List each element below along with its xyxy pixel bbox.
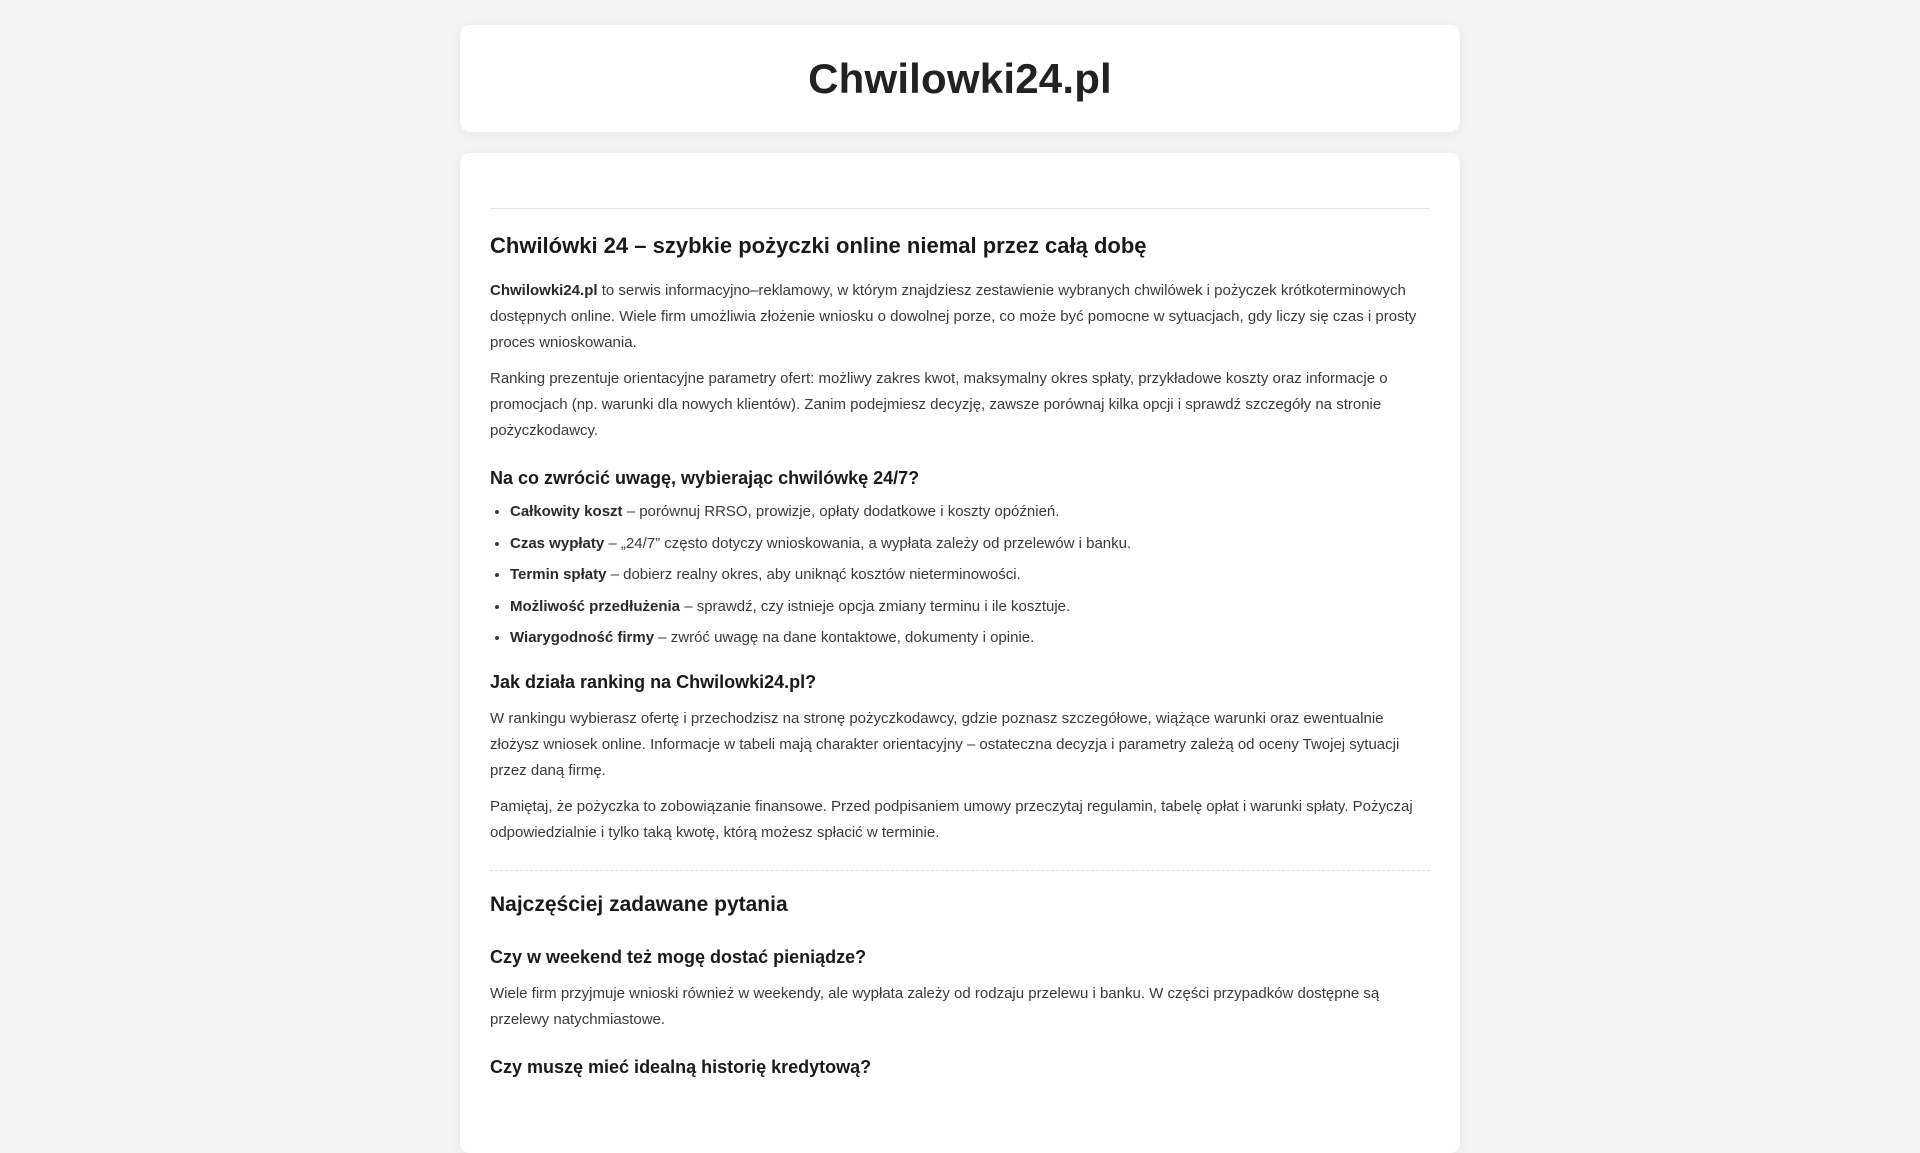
faq-question: Czy muszę mieć idealną historię kredytową? <box>490 1057 872 1077</box>
dashed-divider <box>490 870 1430 871</box>
ranking-paragraph-1: W rankingu wybierasz ofertę i przechodzisz na stronę pożyczkodawcy, gdzie poznasz szczegółowe, wiążące warunki oraz ewentualnie złożysz wniosek online. Informacje w tabeli mają charakter orientacyjny – ostateczna decyzja i parametry zależą od oceny Twojej sytuacji przez daną firmę. <box>490 710 1400 779</box>
list-item <box>510 502 1430 522</box>
brand-name: Chwilowki24.pl <box>490 282 598 299</box>
tip-text: – zwróć uwagę na dane kontaktowe, dokumenty i opinie. <box>654 629 1035 646</box>
main-content <box>460 153 1460 1153</box>
faq-item <box>490 945 1430 1033</box>
tips-list <box>490 502 1430 648</box>
tip-text: – porównuj RRSO, prowizje, opłaty dodatkowe i koszty opóźnień. <box>622 503 1060 520</box>
intro-paragraph-1-text: to serwis informacyjno–reklamowy, w którym znajdziesz zestawienie wybranych chwilówek i pożyczek krótkoterminowych dostępnych online. Wiele firm umożliwia złożenie wniosku o dowolnej porze, co może być pomocne w sytuacjach, gdy liczy się czas i prosty proces wnioskowania. <box>490 282 1417 351</box>
tip-label: Możliwość przedłużenia <box>510 597 681 615</box>
top-spacer <box>490 153 1430 208</box>
ranking-heading: Jak działa ranking na Chwilowki24.pl? <box>490 672 817 692</box>
list-item <box>510 628 1430 648</box>
intro-heading: Chwilówki 24 – szybkie pożyczki online niemal przez całą dobę <box>490 233 1147 258</box>
list-item <box>510 565 1430 585</box>
tip-text: – dobierz realny okres, aby uniknąć kosztów nieterminowości. <box>606 566 1021 583</box>
faq-question: Czy w weekend też mogę dostać pieniądze? <box>490 947 867 967</box>
divider <box>490 208 1430 209</box>
tips-section <box>490 466 1430 648</box>
ranking-paragraph-2: Pamiętaj, że pożyczka to zobowiązanie finansowe. Przed podpisaniem umowy przeczytaj regulamin, tabelę opłat i warunki spłaty. Pożyczaj odpowiedzialnie i tylko taką kwotę, którą możesz spłacić w terminie. <box>490 798 1413 841</box>
site-title: Chwilowki24.pl <box>808 54 1112 102</box>
faq-answer: Wiele firm przyjmuje wnioski również w weekendy, ale wypłata zależy od rodzaju przelewu i banku. W części przypadków dostępne są przelewy natychmiastowe. <box>490 985 1380 1028</box>
faq-section <box>490 891 1430 1079</box>
intro-paragraph-2: Ranking prezentuje orientacyjne parametry ofert: możliwy zakres kwot, maksymalny okres spłaty, przykładowe koszty oraz informacje o promocjach (np. warunki dla nowych klientów). Zanim podejmiesz decyzję, zawsze porównaj kilka opcji i sprawdź szczegóły na stronie pożyczkodawcy. <box>490 370 1388 439</box>
intro-paragraph-1 <box>490 278 1430 356</box>
tip-label: Czas wypłaty <box>510 534 605 552</box>
tip-label: Termin spłaty <box>510 566 607 583</box>
faq-item <box>490 1055 1430 1079</box>
intro-section <box>490 232 1430 444</box>
tip-label: Wiarygodność firmy <box>510 629 655 646</box>
list-item <box>510 597 1430 617</box>
page-wrapper <box>460 0 1460 1153</box>
tips-heading: Na co zwrócić uwagę, wybierając chwilówkę 24/7? <box>490 468 920 488</box>
site-header <box>460 25 1460 132</box>
ranking-section <box>490 670 1430 846</box>
list-item <box>510 534 1430 554</box>
tip-text: – sprawdź, czy istnieje opcja zmiany terminu i ile kosztuje. <box>680 597 1071 615</box>
faq-heading: Najczęściej zadawane pytania <box>490 893 788 916</box>
tip-text: – „24/7” często dotyczy wnioskowania, a wypłata zależy od przelewów i banku. <box>604 534 1132 552</box>
tip-label: Całkowity koszt <box>510 503 623 520</box>
